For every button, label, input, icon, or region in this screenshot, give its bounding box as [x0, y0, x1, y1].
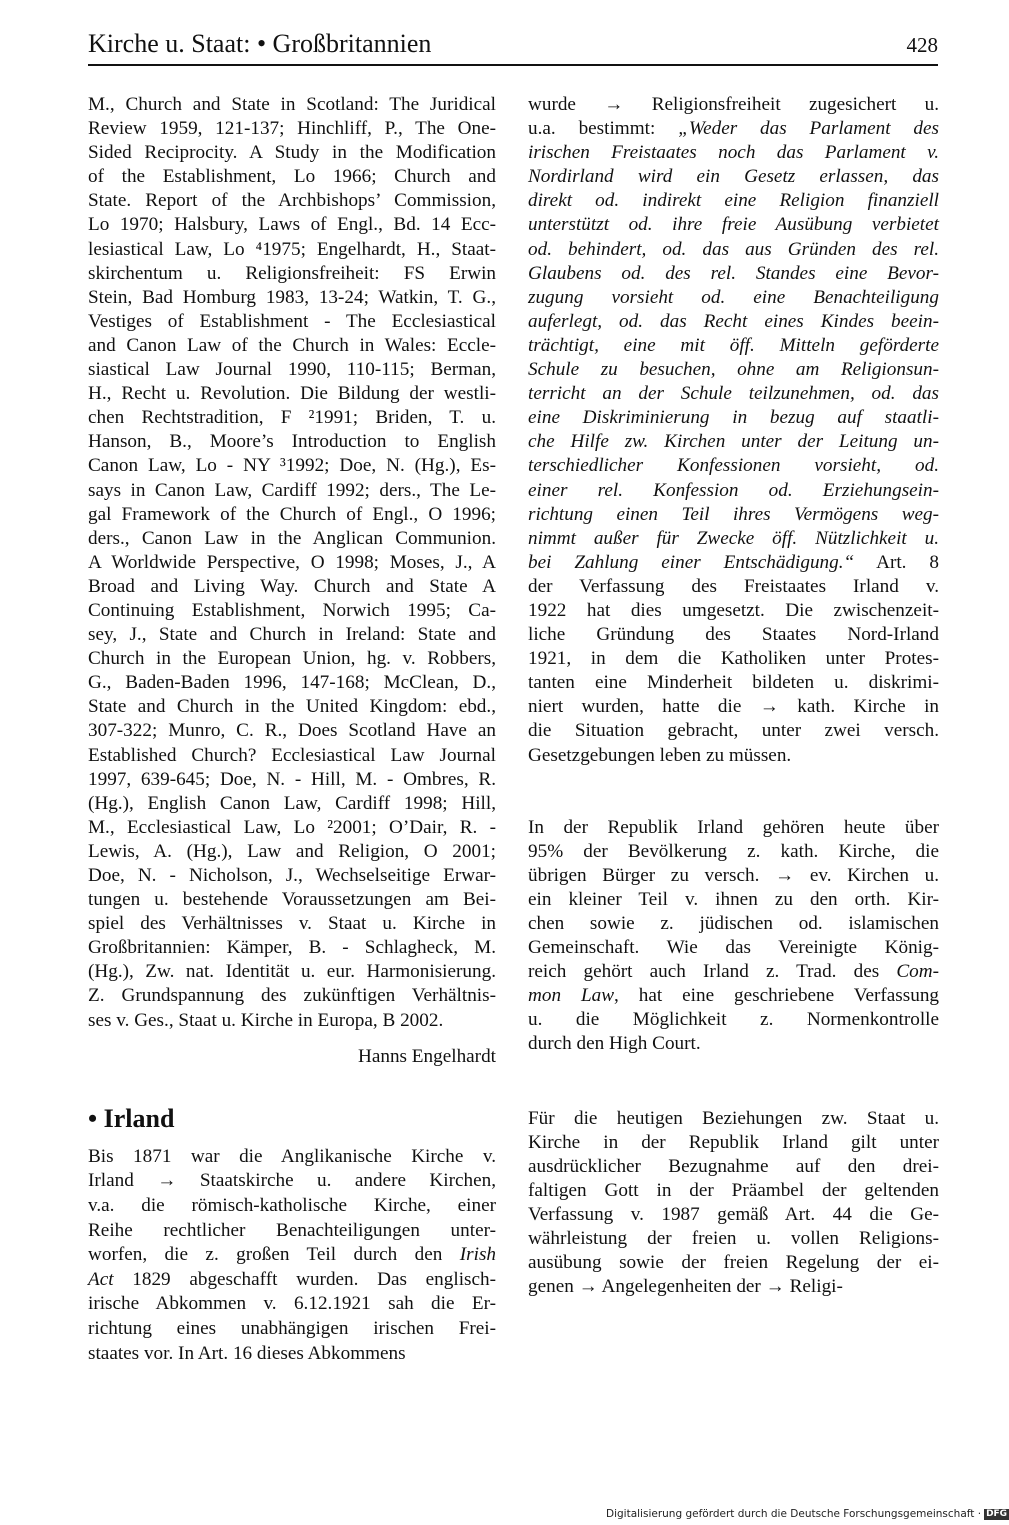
constitution-text-line: faltigen Gott in der Präambel der geltenden	[528, 1179, 939, 1201]
dfg-logo: DFG	[986, 1508, 1008, 1519]
credit-text: Digitalisierung gefördert durch die Deutsche Forschungsgemeinschaft ·	[606, 1508, 982, 1520]
demographics-text-line: übrigen Bürger zu versch. → ev. Kirchen u.	[528, 864, 939, 886]
treaty-text-line: direkt od. indirekt eine Religion finanziell	[528, 190, 939, 212]
bibliography-line: siastical Law Journal 1990, 110-115; Berman,	[88, 359, 496, 381]
demographics-text-line: ein kleiner Teil v. ihnen zu den orth. Kir-	[528, 888, 939, 910]
running-header	[88, 28, 938, 66]
demographics-text-line: reich gehört auch Irland z. Trad. des Com-	[528, 961, 939, 983]
digitization-credit	[606, 1508, 1009, 1520]
bibliography-line: tungen u. bestehende Voraussetzungen am Bei-	[88, 889, 496, 911]
bibliography-line: Stein, Bad Homburg 1983, 13-24; Watkin, T. G.,	[88, 286, 496, 308]
treaty-text-line: Schule zu besuchen, ohne am Religionsun-	[528, 359, 939, 381]
bibliography-line: Lo 1970; Halsbury, Laws of Engl., Bd. 14 Ecc-	[88, 214, 496, 236]
bibliography	[88, 93, 496, 1033]
demographics-text-line: chen sowie z. jüdischen od. islamischen	[528, 913, 939, 934]
treaty-text-line: richtung einen Teil ihres Vermögens weg-	[528, 503, 939, 525]
bibliography-line: Sided Reciprocity. A Study in the Modification	[88, 142, 496, 164]
paragraph-demographics	[528, 816, 939, 1057]
treaty-text-line: die Situation gebracht, unter zwei versch.	[528, 720, 939, 742]
page-number: 428	[906, 33, 938, 57]
treaty-text-line: 1922 hat dies umgesetzt. Die zwischenzeit-	[528, 599, 939, 621]
bibliography-line: Lewis, A. (Hg.), Law and Religion, O 2001;	[88, 840, 496, 862]
bibliography-line: Großbritannien: Kämper, B. - Schlagheck, M.	[88, 937, 496, 959]
treaty-text-line: od. behindert, od. das aus Gründen des rel.	[528, 238, 939, 260]
demographics-text-line: 95% der Bevölkerung z. kath. Kirche, die	[528, 840, 939, 862]
bibliography-line: of the Establishment, Lo 1966; Church and	[88, 166, 496, 188]
bibliography-line: gal Framework of the Church of Engl., O 1996;	[88, 503, 496, 525]
treaty-text-line: 1921, in dem die Katholiken unter Protes-	[528, 648, 939, 670]
section-heading-irland: • Irland	[88, 1103, 175, 1133]
bibliography-line: Doe, N. - Nicholson, J., Wechselseitige Erwar-	[88, 865, 496, 886]
treaty-text-line: niert wurden, hatte die → kath. Kirche in	[528, 696, 939, 718]
treaty-text-line: terschiedlicher Konfessionen vorsieht, od.	[528, 455, 939, 477]
irland-text-line: Act 1829 abgeschafft wurden. Das englisch-	[88, 1268, 496, 1290]
treaty-text-line: Glaubens od. des rel. Standes eine Bevor-	[528, 262, 939, 284]
treaty-text-line: liche Gründung des Staates Nord-Irland	[528, 624, 939, 646]
right-column	[528, 93, 939, 1299]
treaty-text-line: wurde → Religionsfreiheit zugesichert u.	[528, 94, 939, 115]
constitution-text-line: ausdrücklicher Bezugnahme auf den drei-	[528, 1155, 939, 1177]
treaty-text-line: auferlegt, od. das Recht eines Kindes beein-	[528, 310, 939, 332]
bibliography-line: State and Church in the United Kingdom: ebd.,	[88, 696, 496, 718]
demographics-text-line: durch den High Court.	[528, 1033, 701, 1055]
left-column	[88, 93, 496, 1366]
bibliography-line: State. Report of the Archbishops’ Commission,	[88, 190, 496, 212]
irland-text-line: Reihe rechtlicher Benachteiligungen unter-	[88, 1219, 496, 1241]
bibliography-line: skirchentum u. Religionsfreiheit: FS Erwin	[88, 262, 496, 284]
bibliography-line: Canon Law, Lo - NY ³1992; Doe, N. (Hg.), Es-	[88, 455, 496, 477]
paragraph-constitution	[528, 1107, 939, 1300]
constitution-text-line: ausübung sowie der freien Regelung der ei-	[528, 1252, 939, 1274]
bibliography-line: Hanson, B., Moore’s Introduction to English	[88, 431, 496, 453]
demographics-text-line: Gemeinschaft. Wie das Vereinigte König-	[528, 937, 939, 959]
irland-text-line: irische Abkommen v. 6.12.1921 sah die Er-	[88, 1293, 496, 1315]
irland-text-line: Irland → Staatskirche u. andere Kirchen,	[88, 1170, 496, 1192]
bibliography-line: sey, J., State and Church in Ireland: State and	[88, 624, 496, 646]
treaty-text-line: u.a. bestimmt: „Weder das Parlament des	[528, 118, 939, 140]
treaty-text-line: che Hilfe zw. Kirchen unter der Leitung un-	[528, 431, 939, 453]
bibliography-line: 1997, 639-645; Doe, N. - Hill, M. - Ombres, R.	[88, 768, 496, 790]
bibliography-line: (Hg.), English Canon Law, Cardiff 1998; Hill,	[88, 792, 496, 814]
treaty-text-line: terricht an der Schule teilzunehmen, od. das	[528, 383, 939, 405]
treaty-text-line: Nordirland wird ein Gesetz erlassen, das	[528, 166, 939, 188]
constitution-text-line: Für die heutigen Beziehungen zw. Staat u.	[528, 1107, 939, 1129]
irland-text-line: richtung eines unabhängigen irischen Frei-	[88, 1317, 496, 1339]
treaty-text-line: trächtigt, eine mit öff. Mitteln geförderte	[528, 334, 939, 356]
paragraph-treaty	[528, 93, 939, 768]
bibliography-line: lesiastical Law, Lo ⁴1975; Engelhardt, H., Staat-	[88, 238, 496, 260]
bibliography-line: ses v. Ges., Staat u. Kirche in Europa, B 2002.	[88, 1009, 444, 1031]
running-title: Kirche u. Staat: • Großbritannien	[88, 29, 432, 58]
irland-intro-paragraph	[88, 1145, 496, 1366]
constitution-text-line: währleistung der freien u. vollen Religions-	[528, 1228, 939, 1250]
demographics-text-line: u. die Möglichkeit z. Normenkontrolle	[528, 1009, 939, 1031]
bibliography-line: Review 1959, 121-137; Hinchliff, P., The One-	[88, 118, 496, 140]
bibliography-line: says in Canon Law, Cardiff 1992; ders., The Le-	[88, 479, 496, 501]
bibliography-line: Continuing Establishment, Norwich 1995; Ca-	[88, 599, 496, 621]
bibliography-line: Established Church? Ecclesiastical Law Journal	[88, 744, 496, 766]
bibliography-line: chen Rechtstradition, F ²1991; Briden, T. u.	[88, 407, 496, 429]
bibliography-line: spiel des Verhältnisses v. Staat u. Kirche in	[88, 913, 496, 935]
treaty-text-line: Gesetzgebungen leben zu müssen.	[528, 744, 792, 766]
bibliography-line: ders., Canon Law in the Anglican Communion.	[88, 527, 496, 549]
treaty-text-line: eine Diskriminierung in bezug auf staatli-	[528, 407, 939, 429]
bibliography-line: Church in the European Union, hg. v. Robbers,	[88, 648, 496, 670]
bibliography-line: Z. Grundspannung des zukünftigen Verhältnis-	[88, 985, 496, 1007]
bibliography-line: A Worldwide Perspective, O 1998; Moses, J., A	[88, 551, 496, 573]
irland-text-line: staates vor. In Art. 16 dieses Abkommens	[88, 1342, 406, 1364]
constitution-text-line: Verfassung v. 1987 gemäß Art. 44 die Ge-	[528, 1203, 939, 1225]
bibliography-line: G., Baden-Baden 1996, 147-168; McClean, D.,	[88, 672, 496, 694]
constitution-text-line: genen → Angelegenheiten der → Religi-	[528, 1276, 843, 1298]
irland-text-line: v.a. die römisch-katholische Kirche, einer	[88, 1194, 496, 1216]
constitution-text-line: Kirche in der Republik Irland gilt unter	[528, 1131, 939, 1153]
demographics-text-line: mon Law, hat eine geschriebene Verfassung	[528, 985, 940, 1007]
bibliography-line: (Hg.), Zw. nat. Identität u. eur. Harmonisierung.	[88, 961, 496, 983]
bibliography-line: 307-322; Munro, C. R., Does Scotland Have an	[88, 720, 496, 742]
author-signature: Hanns Engelhardt	[357, 1045, 496, 1067]
irland-text-line: worfen, die z. großen Teil durch den Irish	[88, 1244, 496, 1266]
treaty-text-line: der Verfassung des Freistaates Irland v.	[528, 575, 939, 597]
treaty-text-line: bei Zahlung einer Entschädigung.“ Art. 8	[528, 551, 939, 573]
bibliography-line: Broad and Living Way. Church and State A	[88, 575, 496, 597]
demographics-text-line: In der Republik Irland gehören heute über	[528, 816, 939, 838]
treaty-text-line: nimmt außer für Zwecke öff. Nützlichkeit u.	[528, 527, 939, 549]
bibliography-line: Vestiges of Establishment - The Ecclesiastical	[88, 310, 496, 332]
treaty-text-line: irischen Freistaates noch das Parlament v.	[528, 142, 939, 164]
treaty-text-line: zugung vorsieht od. eine Benachteiligung	[528, 286, 939, 308]
treaty-text-line: einer rel. Konfession od. Erziehungsein-	[528, 479, 939, 501]
bibliography-line: and Canon Law of the Church in Wales: Eccle-	[88, 334, 496, 356]
treaty-text-line: unterstützt od. ihre freie Ausübung verbietet	[528, 214, 939, 236]
bibliography-line: M., Church and State in Scotland: The Juridical	[88, 94, 496, 115]
bibliography-line: H., Recht u. Revolution. Die Bildung der westli-	[88, 383, 496, 405]
treaty-text-line: tanten eine Minderheit bildeten u. diskrimi-	[528, 672, 939, 694]
bibliography-line: M., Ecclesiastical Law, Lo ²2001; O’Dair, R. -	[88, 816, 496, 838]
irland-text-line: Bis 1871 war die Anglikanische Kirche v.	[88, 1145, 496, 1167]
